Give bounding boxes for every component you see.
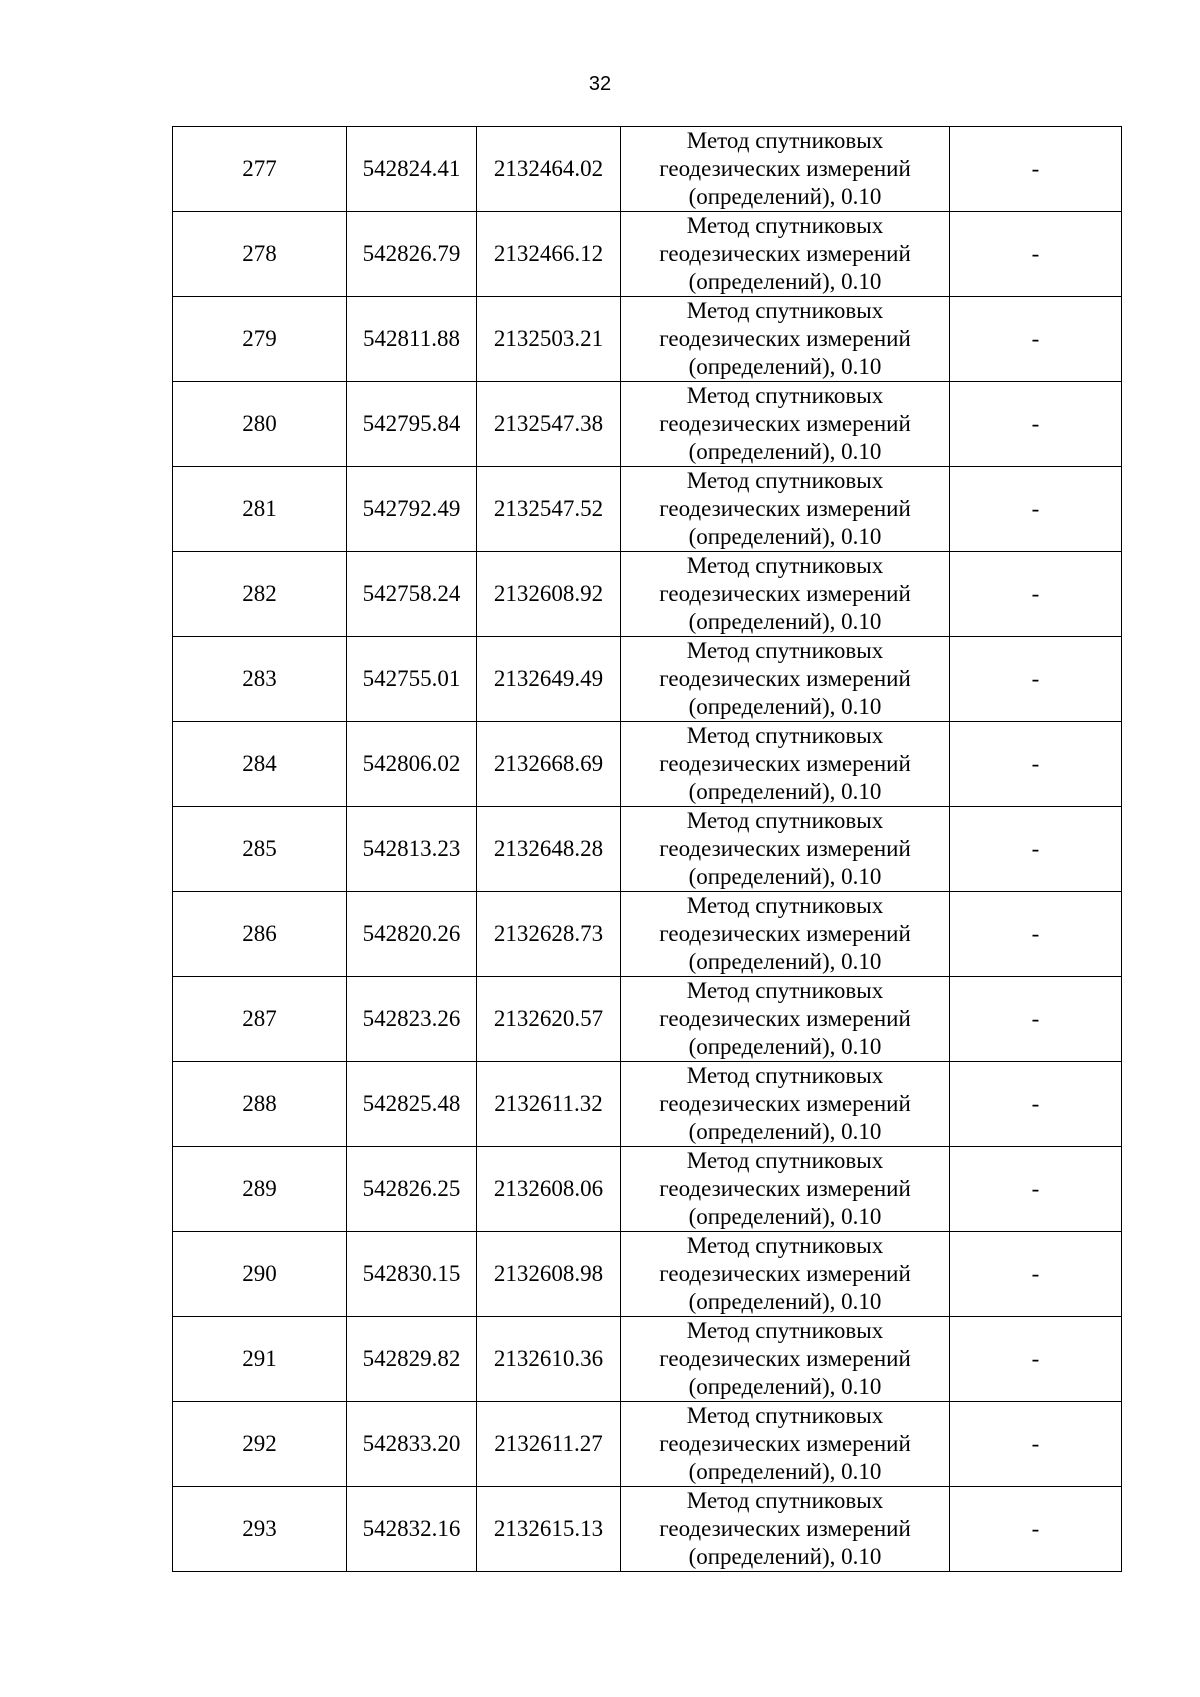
method-line: (определений), 0.10 — [688, 269, 882, 294]
method-line: Метод спутниковых — [686, 808, 884, 833]
point-number-cell: 288 — [173, 1062, 347, 1147]
method-line: геодезических измерений — [659, 326, 911, 351]
method-line: Метод спутниковых — [686, 1233, 884, 1258]
method-accuracy-cell — [621, 212, 950, 297]
y-coordinate-cell: 2132610.36 — [477, 1317, 621, 1402]
method-line: геодезических измерений — [659, 921, 911, 946]
x-coordinate-cell: 542825.48 — [347, 1062, 477, 1147]
point-number-cell: 282 — [173, 552, 347, 637]
method-line: (определений), 0.10 — [688, 184, 882, 209]
table-row — [173, 1062, 1122, 1147]
method-line: Метод спутниковых — [686, 383, 884, 408]
point-number-cell: 285 — [173, 807, 347, 892]
x-coordinate-cell: 542823.26 — [347, 977, 477, 1062]
method-accuracy-cell — [621, 977, 950, 1062]
x-coordinate-cell: 542806.02 — [347, 722, 477, 807]
method-line: (определений), 0.10 — [688, 1374, 882, 1399]
method-line: геодезических измерений — [659, 836, 911, 861]
method-line: (определений), 0.10 — [688, 1204, 882, 1229]
x-coordinate-cell: 542755.01 — [347, 637, 477, 722]
table-row — [173, 637, 1122, 722]
method-line: Метод спутниковых — [686, 298, 884, 323]
x-coordinate-cell: 542813.23 — [347, 807, 477, 892]
table-row — [173, 1317, 1122, 1402]
x-coordinate-cell: 542829.82 — [347, 1317, 477, 1402]
point-number-cell: 290 — [173, 1232, 347, 1317]
point-number-cell: 287 — [173, 977, 347, 1062]
description-cell: - — [950, 637, 1122, 722]
method-line: геодезических измерений — [659, 1431, 911, 1456]
y-coordinate-cell: 2132503.21 — [477, 297, 621, 382]
method-line: Метод спутниковых — [686, 1148, 884, 1173]
description-cell: - — [950, 1487, 1122, 1572]
description-cell: - — [950, 552, 1122, 637]
point-number-cell: 279 — [173, 297, 347, 382]
x-coordinate-cell: 542820.26 — [347, 892, 477, 977]
y-coordinate-cell: 2132464.02 — [477, 127, 621, 212]
description-cell: - — [950, 382, 1122, 467]
method-line: (определений), 0.10 — [688, 694, 882, 719]
method-line: Метод спутниковых — [686, 638, 884, 663]
method-line: геодезических измерений — [659, 1516, 911, 1541]
method-line: Метод спутниковых — [686, 1403, 884, 1428]
method-line: Метод спутниковых — [686, 1488, 884, 1513]
x-coordinate-cell: 542833.20 — [347, 1402, 477, 1487]
point-number-cell: 280 — [173, 382, 347, 467]
description-cell: - — [950, 127, 1122, 212]
table-row — [173, 297, 1122, 382]
y-coordinate-cell: 2132648.28 — [477, 807, 621, 892]
description-cell: - — [950, 1317, 1122, 1402]
y-coordinate-cell: 2132620.57 — [477, 977, 621, 1062]
x-coordinate-cell: 542830.15 — [347, 1232, 477, 1317]
method-line: геодезических измерений — [659, 156, 911, 181]
point-number-cell: 292 — [173, 1402, 347, 1487]
method-line: (определений), 0.10 — [688, 1034, 882, 1059]
method-accuracy-cell — [621, 127, 950, 212]
table-row — [173, 552, 1122, 637]
point-number-cell: 293 — [173, 1487, 347, 1572]
description-cell: - — [950, 467, 1122, 552]
method-line: Метод спутниковых — [686, 893, 884, 918]
method-line: (определений), 0.10 — [688, 609, 882, 634]
y-coordinate-cell: 2132668.69 — [477, 722, 621, 807]
description-cell: - — [950, 722, 1122, 807]
point-number-cell: 283 — [173, 637, 347, 722]
method-accuracy-cell — [621, 467, 950, 552]
method-line: (определений), 0.10 — [688, 439, 882, 464]
table-row — [173, 807, 1122, 892]
description-cell: - — [950, 1062, 1122, 1147]
page-number: 32 — [588, 73, 612, 95]
point-number-cell: 289 — [173, 1147, 347, 1232]
method-line: геодезических измерений — [659, 496, 911, 521]
method-line: геодезических измерений — [659, 666, 911, 691]
method-line: (определений), 0.10 — [688, 864, 882, 889]
point-number-cell: 284 — [173, 722, 347, 807]
method-line: Метод спутниковых — [686, 1063, 884, 1088]
x-coordinate-cell: 542792.49 — [347, 467, 477, 552]
method-line: (определений), 0.10 — [688, 779, 882, 804]
method-line: Метод спутниковых — [686, 1318, 884, 1343]
method-accuracy-cell — [621, 637, 950, 722]
point-number-cell: 277 — [173, 127, 347, 212]
method-line: геодезических измерений — [659, 581, 911, 606]
method-accuracy-cell — [621, 1147, 950, 1232]
method-accuracy-cell — [621, 1062, 950, 1147]
x-coordinate-cell: 542795.84 — [347, 382, 477, 467]
table-row — [173, 127, 1122, 212]
method-line: (определений), 0.10 — [688, 1544, 882, 1569]
method-line: геодезических измерений — [659, 1176, 911, 1201]
method-accuracy-cell — [621, 1402, 950, 1487]
y-coordinate-cell: 2132611.32 — [477, 1062, 621, 1147]
y-coordinate-cell: 2132628.73 — [477, 892, 621, 977]
x-coordinate-cell: 542826.79 — [347, 212, 477, 297]
method-accuracy-cell — [621, 297, 950, 382]
table-row — [173, 382, 1122, 467]
method-line: геодезических измерений — [659, 411, 911, 436]
y-coordinate-cell: 2132615.13 — [477, 1487, 621, 1572]
method-line: геодезических измерений — [659, 1006, 911, 1031]
x-coordinate-cell: 542832.16 — [347, 1487, 477, 1572]
x-coordinate-cell: 542758.24 — [347, 552, 477, 637]
method-accuracy-cell — [621, 722, 950, 807]
table-row — [173, 892, 1122, 977]
table-row — [173, 1147, 1122, 1232]
method-line: (определений), 0.10 — [688, 949, 882, 974]
y-coordinate-cell: 2132547.38 — [477, 382, 621, 467]
table-row — [173, 1487, 1122, 1572]
table-row — [173, 212, 1122, 297]
x-coordinate-cell: 542826.25 — [347, 1147, 477, 1232]
table-row — [173, 1402, 1122, 1487]
method-line: (определений), 0.10 — [688, 524, 882, 549]
method-line: Метод спутниковых — [686, 213, 884, 238]
y-coordinate-cell: 2132608.98 — [477, 1232, 621, 1317]
method-line: геодезических измерений — [659, 1091, 911, 1116]
method-line: (определений), 0.10 — [688, 354, 882, 379]
x-coordinate-cell: 542824.41 — [347, 127, 477, 212]
method-line: Метод спутниковых — [686, 553, 884, 578]
method-line: геодезических измерений — [659, 1261, 911, 1286]
method-line: Метод спутниковых — [686, 468, 884, 493]
method-accuracy-cell — [621, 1232, 950, 1317]
description-cell: - — [950, 1402, 1122, 1487]
table-row — [173, 467, 1122, 552]
point-number-cell: 286 — [173, 892, 347, 977]
method-accuracy-cell — [621, 892, 950, 977]
y-coordinate-cell: 2132547.52 — [477, 467, 621, 552]
method-line: (определений), 0.10 — [688, 1289, 882, 1314]
method-line: геодезических измерений — [659, 1346, 911, 1371]
point-number-cell: 281 — [173, 467, 347, 552]
method-line: геодезических измерений — [659, 241, 911, 266]
y-coordinate-cell: 2132466.12 — [477, 212, 621, 297]
method-accuracy-cell — [621, 1317, 950, 1402]
method-line: (определений), 0.10 — [688, 1459, 882, 1484]
description-cell: - — [950, 1147, 1122, 1232]
table-row — [173, 1232, 1122, 1317]
method-accuracy-cell — [621, 807, 950, 892]
method-line: геодезических измерений — [659, 751, 911, 776]
method-accuracy-cell — [621, 1487, 950, 1572]
method-line: Метод спутниковых — [686, 128, 884, 153]
method-accuracy-cell — [621, 552, 950, 637]
y-coordinate-cell: 2132608.92 — [477, 552, 621, 637]
method-line: Метод спутниковых — [686, 723, 884, 748]
coordinates-table-body — [173, 127, 1122, 1572]
method-line: Метод спутниковых — [686, 978, 884, 1003]
table-row — [173, 722, 1122, 807]
point-number-cell: 291 — [173, 1317, 347, 1402]
x-coordinate-cell: 542811.88 — [347, 297, 477, 382]
method-line: (определений), 0.10 — [688, 1119, 882, 1144]
description-cell: - — [950, 297, 1122, 382]
description-cell: - — [950, 892, 1122, 977]
description-cell: - — [950, 212, 1122, 297]
y-coordinate-cell: 2132608.06 — [477, 1147, 621, 1232]
description-cell: - — [950, 1232, 1122, 1317]
coordinates-table — [172, 126, 1122, 1572]
method-accuracy-cell — [621, 382, 950, 467]
point-number-cell: 278 — [173, 212, 347, 297]
table-row — [173, 977, 1122, 1062]
description-cell: - — [950, 977, 1122, 1062]
description-cell: - — [950, 807, 1122, 892]
y-coordinate-cell: 2132649.49 — [477, 637, 621, 722]
y-coordinate-cell: 2132611.27 — [477, 1402, 621, 1487]
